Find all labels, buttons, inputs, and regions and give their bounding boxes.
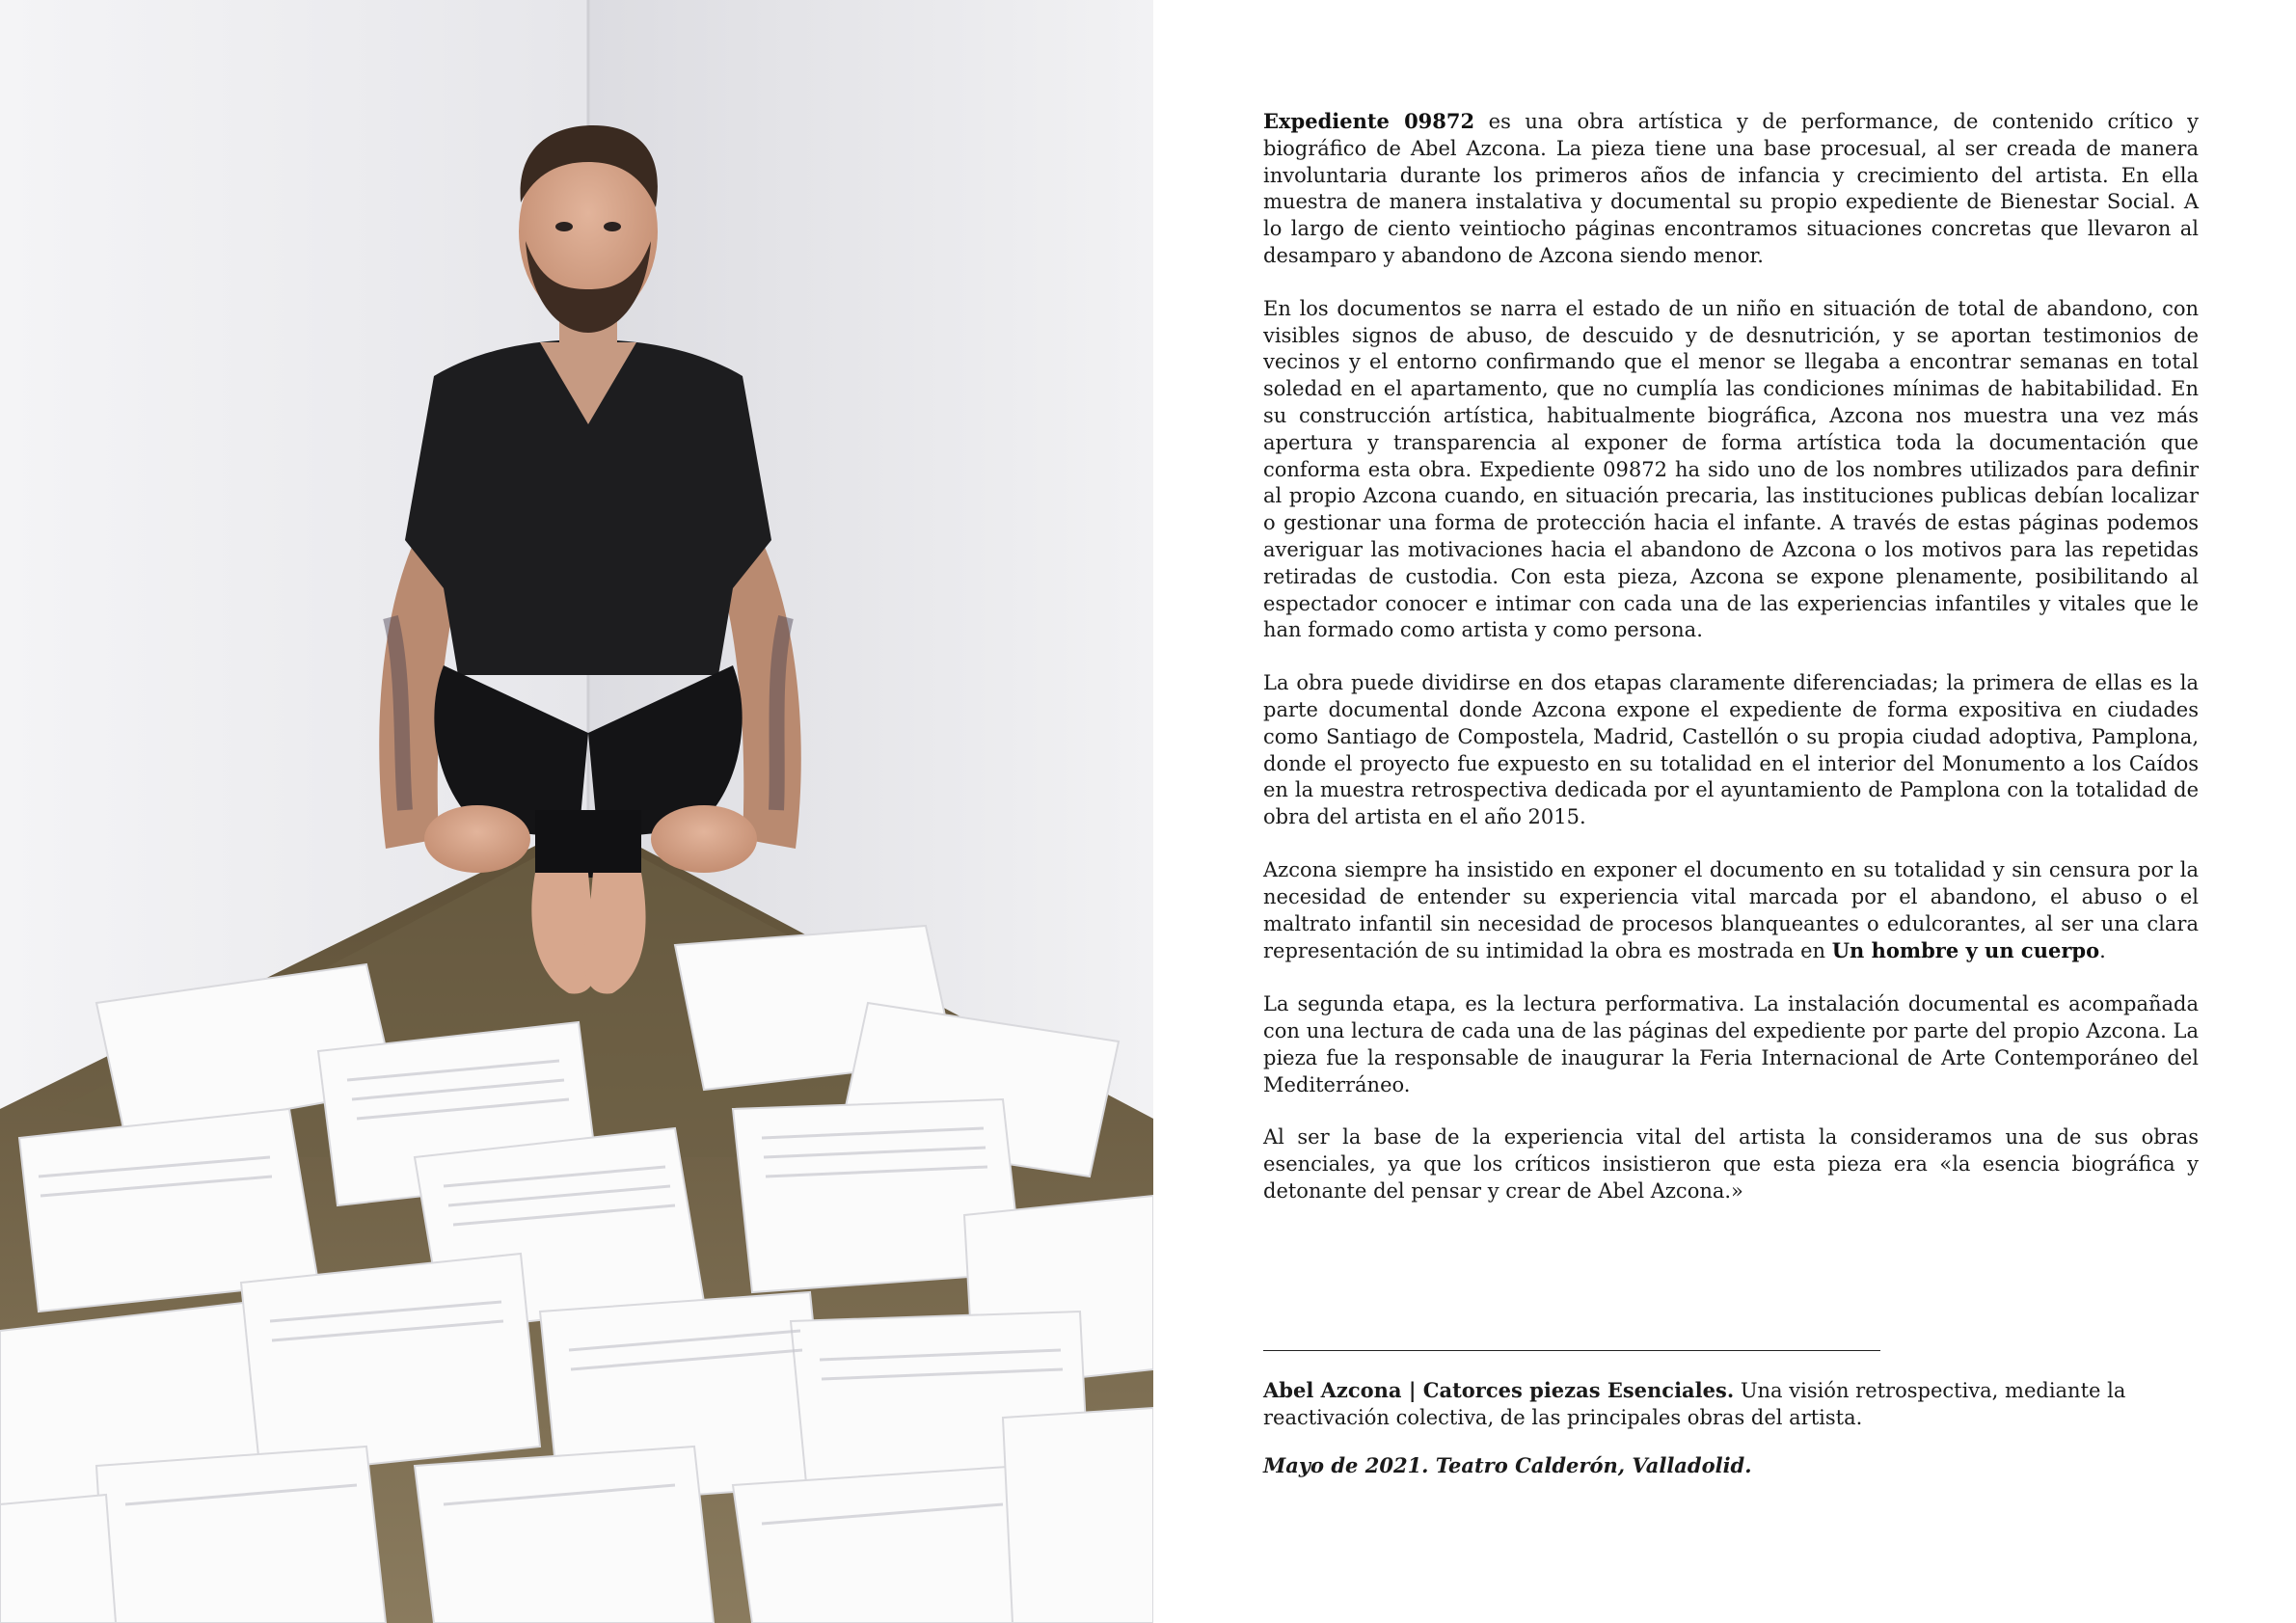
exhibition-title: Abel Azcona | Catorces piezas Esenciales. xyxy=(1263,1378,1735,1402)
paragraph-1 xyxy=(1263,108,2199,270)
exhibition-date-place: Mayo de 2021. Teatro Calderón, Valladolid. xyxy=(1263,1453,1752,1477)
credits xyxy=(1263,1377,2199,1501)
paragraph-3: La obra puede dividirse en dos etapas claramente diferenciadas; la primera de ellas es la parte documental donde Azcona expone el expediente de forma expositiva en ciudades como Santiago de Compostela, Madrid, Castellón o su propia ciudad adoptiva, Pamplona, donde el proyecto fue expuesto en su totalidad en el interior del Monumento a los Caídos en la muestra retrospectiva dedicada por el ayuntamiento de Pamplona con la totalidad de obra del artista en el año 2015. xyxy=(1263,671,2199,829)
paragraph-4-text: Azcona siempre ha insistido en exponer el documento en su totalidad y sin censura por la necesidad de entender su experiencia vital marcada por el abandono, el abuso o el maltrato infantil sin necesidad de procesos blanqueantes o edulcorantes, al ser una clara representación de su intimidad la obra es mostrada en xyxy=(1263,857,2199,963)
exhibition-credit xyxy=(1263,1377,2199,1431)
exhibition-subtitle: Una visión retrospectiva, mediante la reactivación colectiva, de las principales obras del artista. xyxy=(1263,1379,2126,1429)
paragraph-1-text: es una obra artística y de performance, de contenido crítico y biográfico de Abel Azcona. La pieza tiene una base procesual, al ser creada de manera involuntaria durante los primeros años de infancia y crecimiento del artista. En ella muestra de manera instalativa y documental su propio expediente de Bienestar Social. A lo largo de ciento veintiocho páginas encontramos situaciones concretas que llevaron al desamparo y abandono de Azcona siendo menor. xyxy=(1263,110,2199,267)
paragraph-2: En los documentos se narra el estado de un niño en situación de total de abandono, con visibles signos de abuso, de descuido y de desnutrición, y se aportan testimonios de vecinos y el entorno confirmando que el menor se llegaba a encontrar semanas en total soledad en el apartamento, que no cumplía las condiciones mínimas de habitabilidad. En su construcción artística, habitualmente biográfica, Azcona nos muestra una vez más apertura y transparencia al exponer de forma artística toda la documentación que conforma esta obra. Expediente 09872 ha sido uno de los nombres utilizados para definir al propio Azcona cuando, en situación precaria, las instituciones publicas debían localizar o gestionar una forma de protección hacia el infante. A través de estas páginas podemos averiguar las motivaciones hacia el abandono de Azcona o los motivos para las repetidas retiradas de custodia. Con esta pieza, Azcona se expone plenamente, posibilitando al espectador conocer e intimar con cada una de las experiencias infantiles y vitales que le han formado como artista y como persona. xyxy=(1263,296,2199,642)
footer-divider xyxy=(1263,1350,1880,1351)
referenced-work-title: Un hombre y un cuerpo xyxy=(1831,938,2100,963)
paragraph-5: La segunda etapa, es la lectura performativa. La instalación documental es acompañada con una lectura de cada una de las páginas del expediente por parte del propio Azcona. La pieza fue la responsable de inaugurar la Feria Internacional de Arte Contemporáneo del Mediterráneo. xyxy=(1263,992,2199,1096)
article-body xyxy=(1263,108,2199,1231)
paragraph-4-tail: . xyxy=(2099,939,2106,963)
paragraph-4 xyxy=(1263,857,2199,965)
work-title: Expediente 09872 xyxy=(1263,109,1475,133)
paragraph-6: Al ser la base de la experiencia vital del artista la consideramos una de sus obras esenciales, ya que los críticos insistieron que esta pieza era «la esencia biográfica y detonante del pensar y crear de Abel Azcona.» xyxy=(1263,1125,2199,1203)
text-page xyxy=(1153,0,2296,1623)
